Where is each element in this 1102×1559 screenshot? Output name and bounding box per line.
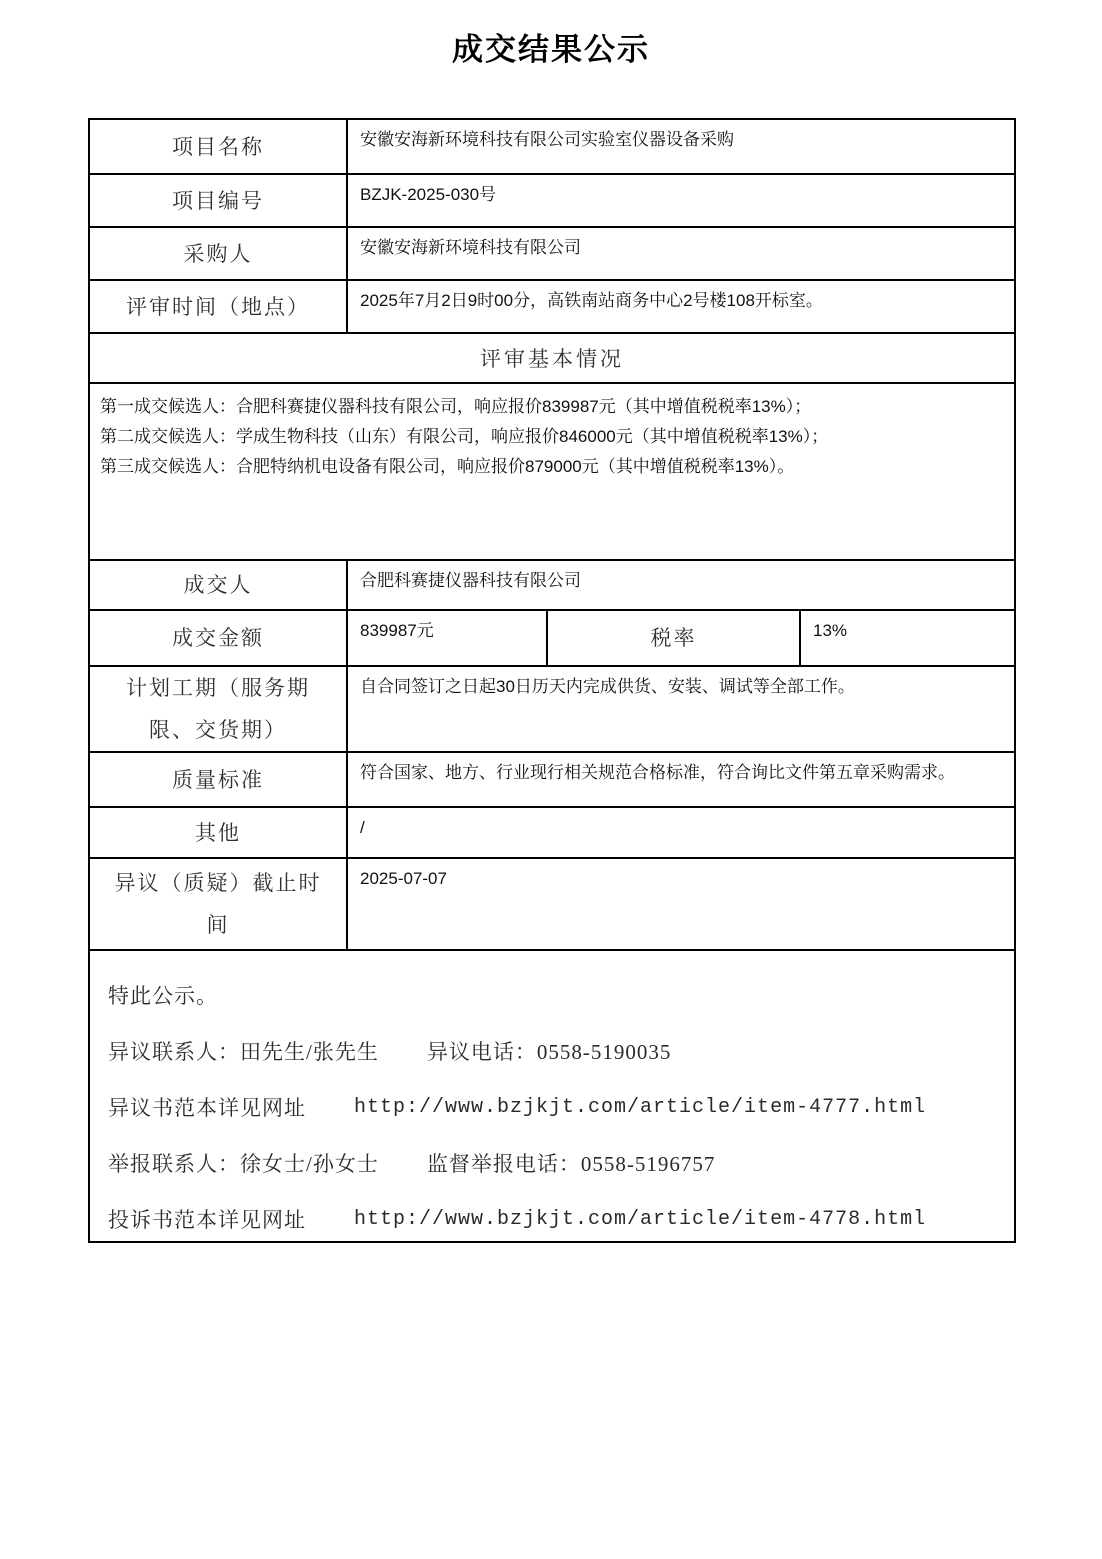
row-candidates	[90, 382, 1014, 559]
review-time-label: 评审时间（地点）	[126, 294, 310, 319]
objection-template-url: http://www.bzjkjt.com/article/item-4777.html	[354, 1095, 927, 1119]
project-name-value: 安徽安海新环境科技有限公司实验室仪器设备采购	[360, 130, 734, 149]
buyer-label-cell	[90, 228, 348, 279]
row-other	[90, 806, 1014, 857]
project-number-value: BZJK-2025-030号	[360, 185, 497, 204]
objection-deadline-label-cell	[90, 859, 348, 949]
objection-phone-text: 异议电话：0558-5190035	[426, 1040, 672, 1064]
row-project-name	[90, 120, 1014, 173]
winner-value: 合肥科赛捷仪器科技有限公司	[360, 571, 581, 590]
review-time-value-cell	[348, 281, 1014, 332]
quality-label-cell	[90, 753, 348, 806]
project-number-label: 项目编号	[172, 188, 264, 213]
page-title: 成交结果公示	[452, 32, 650, 68]
amount-label: 成交金额	[172, 626, 264, 650]
footer-report-contact-line	[108, 1135, 1000, 1191]
tax-rate-label: 税率	[650, 626, 697, 650]
row-winner	[90, 559, 1014, 609]
schedule-label-line1: 计划工期（服务期	[126, 676, 310, 700]
tax-rate-value: 13%	[813, 621, 848, 640]
quality-value: 符合国家、地方、行业现行相关规范合格标准，符合询比文件第五章采购需求。	[360, 763, 955, 782]
row-buyer	[90, 226, 1014, 279]
amount-value-cell	[348, 611, 548, 665]
tax-rate-label-cell	[548, 611, 801, 665]
objection-deadline-value-cell	[348, 859, 1014, 949]
footer-notice	[108, 967, 1000, 1023]
complaint-url-label: 投诉书范本详见网址	[108, 1208, 306, 1232]
footer-cell	[90, 951, 1014, 1241]
winner-value-cell	[348, 561, 1014, 609]
row-quality	[90, 751, 1014, 806]
footer-objection-contact-line	[108, 1023, 1000, 1079]
result-announcement-table	[88, 118, 1016, 1243]
row-footer	[90, 949, 1014, 1241]
objection-deadline-label-line1: 异议（质疑）截止时	[114, 871, 322, 895]
other-label: 其他	[195, 820, 241, 845]
amount-label-cell	[90, 611, 348, 665]
row-amount	[90, 609, 1014, 665]
row-section-header	[90, 332, 1014, 382]
objection-deadline-label-line2: 间	[206, 913, 230, 937]
winner-label: 成交人	[183, 573, 253, 597]
objection-contact-text: 异议联系人：田先生/张先生	[108, 1040, 379, 1064]
other-label-cell	[90, 808, 348, 857]
tax-rate-value-cell	[801, 611, 1014, 665]
report-contact-text: 举报联系人：徐女士/孙女士	[108, 1152, 379, 1176]
review-time-value: 2025年7月2日9时00分，高铁南站商务中心2号楼108开标室。	[360, 291, 823, 310]
other-value: /	[360, 818, 365, 837]
project-name-value-cell	[348, 120, 1014, 173]
quality-value-cell	[348, 753, 1014, 806]
amount-value: 839987元	[360, 621, 434, 640]
footer-notice-text: 特此公示。	[108, 984, 218, 1008]
candidate-line-3: 第三成交候选人：合肥特纳机电设备有限公司，响应报价879000元（其中增值税税率13%）。	[100, 457, 795, 476]
winner-label-cell	[90, 561, 348, 609]
candidate-line-1: 第一成交候选人：合肥科赛捷仪器科技有限公司，响应报价839987元（其中增值税税率13%）；	[100, 397, 812, 416]
row-objection-deadline	[90, 857, 1014, 949]
objection-url-label: 异议书范本详见网址	[108, 1096, 306, 1120]
buyer-label: 采购人	[183, 241, 253, 266]
project-number-label-cell	[90, 175, 348, 226]
section-header-cell	[90, 334, 1014, 382]
row-schedule	[90, 665, 1014, 751]
objection-deadline-value: 2025-07-07	[360, 869, 447, 888]
buyer-value-cell	[348, 228, 1014, 279]
footer-objection-url-line	[108, 1079, 1000, 1135]
footer-complaint-url-line	[108, 1191, 1000, 1241]
buyer-value: 安徽安海新环境科技有限公司	[360, 238, 581, 257]
other-value-cell	[348, 808, 1014, 857]
schedule-label-cell	[90, 667, 348, 751]
report-phone-text: 监督举报电话：0558-5196757	[426, 1152, 716, 1176]
schedule-value-cell	[348, 667, 1014, 751]
section-header-text: 评审基本情况	[480, 347, 624, 371]
schedule-value: 自合同签订之日起30日历天内完成供货、安装、调试等全部工作。	[360, 677, 855, 696]
complaint-template-url: http://www.bzjkjt.com/article/item-4778.html	[354, 1207, 927, 1231]
project-name-label: 项目名称	[172, 134, 264, 159]
project-number-value-cell	[348, 175, 1014, 226]
candidates-cell	[90, 384, 1014, 559]
row-project-number	[90, 173, 1014, 226]
project-name-label-cell	[90, 120, 348, 173]
schedule-label-line2: 限、交货期）	[149, 718, 287, 742]
review-time-label-cell	[90, 281, 348, 332]
candidate-line-2: 第二成交候选人：学成生物科技（山东）有限公司，响应报价846000元（其中增值税税率13%）；	[100, 427, 829, 446]
row-review-time	[90, 279, 1014, 332]
quality-label: 质量标准	[172, 767, 264, 792]
